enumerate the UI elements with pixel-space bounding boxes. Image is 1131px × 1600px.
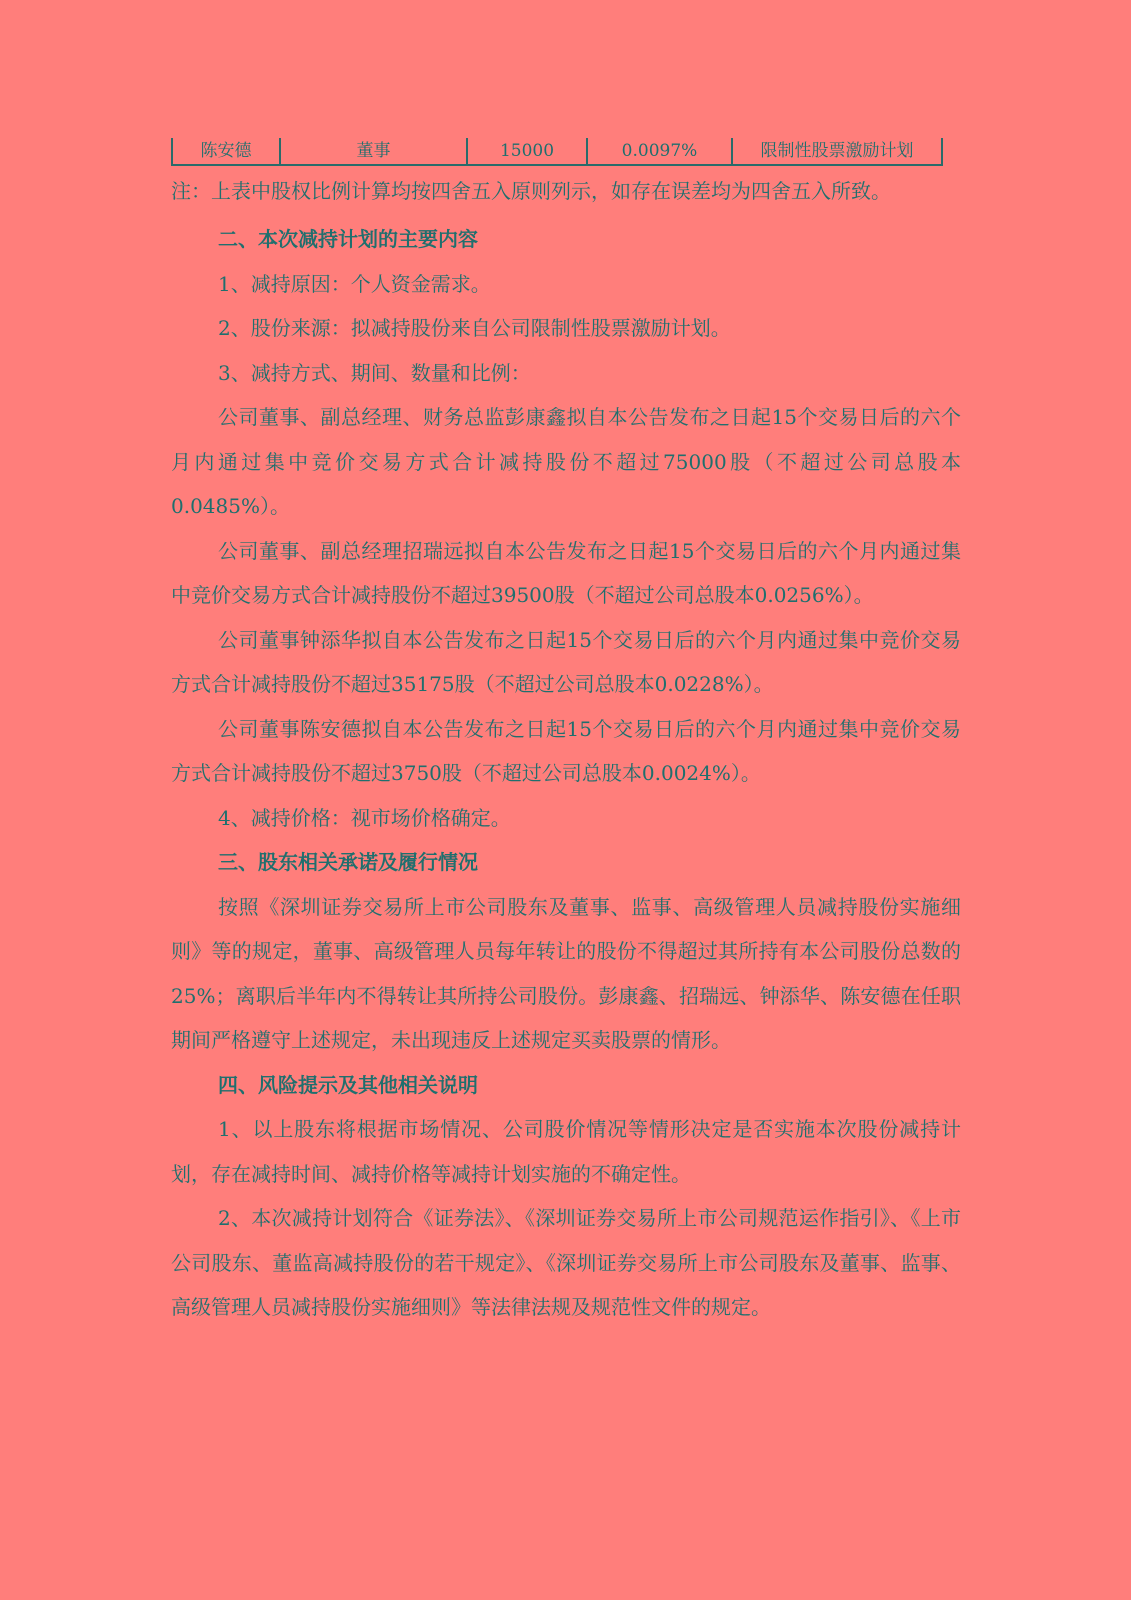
cell-shares: 15000 [467,138,587,165]
cell-position: 董事 [280,138,467,165]
paragraph: 3、减持方式、期间、数量和比例： [218,360,531,385]
paragraph: 1、减持原因：个人资金需求。 [218,271,491,296]
shareholding-table [171,138,943,166]
paragraph: 公司董事陈安德拟自本公告发布之日起15个交易日后的六个月内通过集中竞价交易方式合计减持股份不超过3750股（不超过公司总股本0.0024%）。 [171,716,961,785]
paragraph: 1、以上股东将根据市场情况、公司股价情况等情形决定是否实施本次股份减持计划，存在减持时间、减持价格等减持计划实施的不确定性。 [171,1117,961,1186]
paragraph: 公司董事、副总经理、财务总监彭康鑫拟自本公告发布之日起15个交易日后的六个月内通过集中竞价交易方式合计减持股份不超过75000股（不超过公司总股本0.0485%）。 [171,405,961,518]
document-body [171,217,961,1330]
table-row [172,138,942,165]
paragraph: 公司董事、副总经理招瑞远拟自本公告发布之日起15个交易日后的六个月内通过集中竞价交易方式合计减持股份不超过39500股（不超过公司总股本0.0256%）。 [171,538,961,607]
cell-ratio: 0.0097% [587,138,732,165]
cell-source: 限制性股票激励计划 [732,138,942,165]
paragraph: 按照《深圳证券交易所上市公司股东及董事、监事、高级管理人员减持股份实施细则》等的规定，董事、高级管理人员每年转让的股份不得超过其所持有本公司股份总数的25%；离职后半年内不得转让其所持公司股份。彭康鑫、招瑞远、钟添华、陈安德在任职期间严格遵守上述规定，未出现违反上述规定买卖股票的情形。 [171,894,961,1052]
section-heading: 二、本次减持计划的主要内容 [218,227,478,251]
section-heading: 四、风险提示及其他相关说明 [218,1072,478,1097]
paragraph: 4、减持价格：视市场价格确定。 [218,805,511,830]
paragraph: 2、本次减持计划符合《证券法》、《深圳证券交易所上市公司规范运作指引》、《上市公司股东、董监高减持股份的若干规定》、《深圳证券交易所上市公司股东及董事、监事、高级管理人员减持股份实施细则》等法律法规及规范性文件的规定。 [171,1206,961,1319]
paragraph: 公司董事钟添华拟自本公告发布之日起15个交易日后的六个月内通过集中竞价交易方式合计减持股份不超过35175股（不超过公司总股本0.0228%）。 [171,627,961,696]
table-note: 注：上表中股权比例计算均按四舍五入原则列示，如存在误差均为四舍五入所致。 [171,179,891,203]
cell-name: 陈安德 [172,138,280,165]
paragraph: 2、股份来源：拟减持股份来自公司限制性股票激励计划。 [218,316,731,340]
section-heading: 三、股东相关承诺及履行情况 [218,850,478,874]
